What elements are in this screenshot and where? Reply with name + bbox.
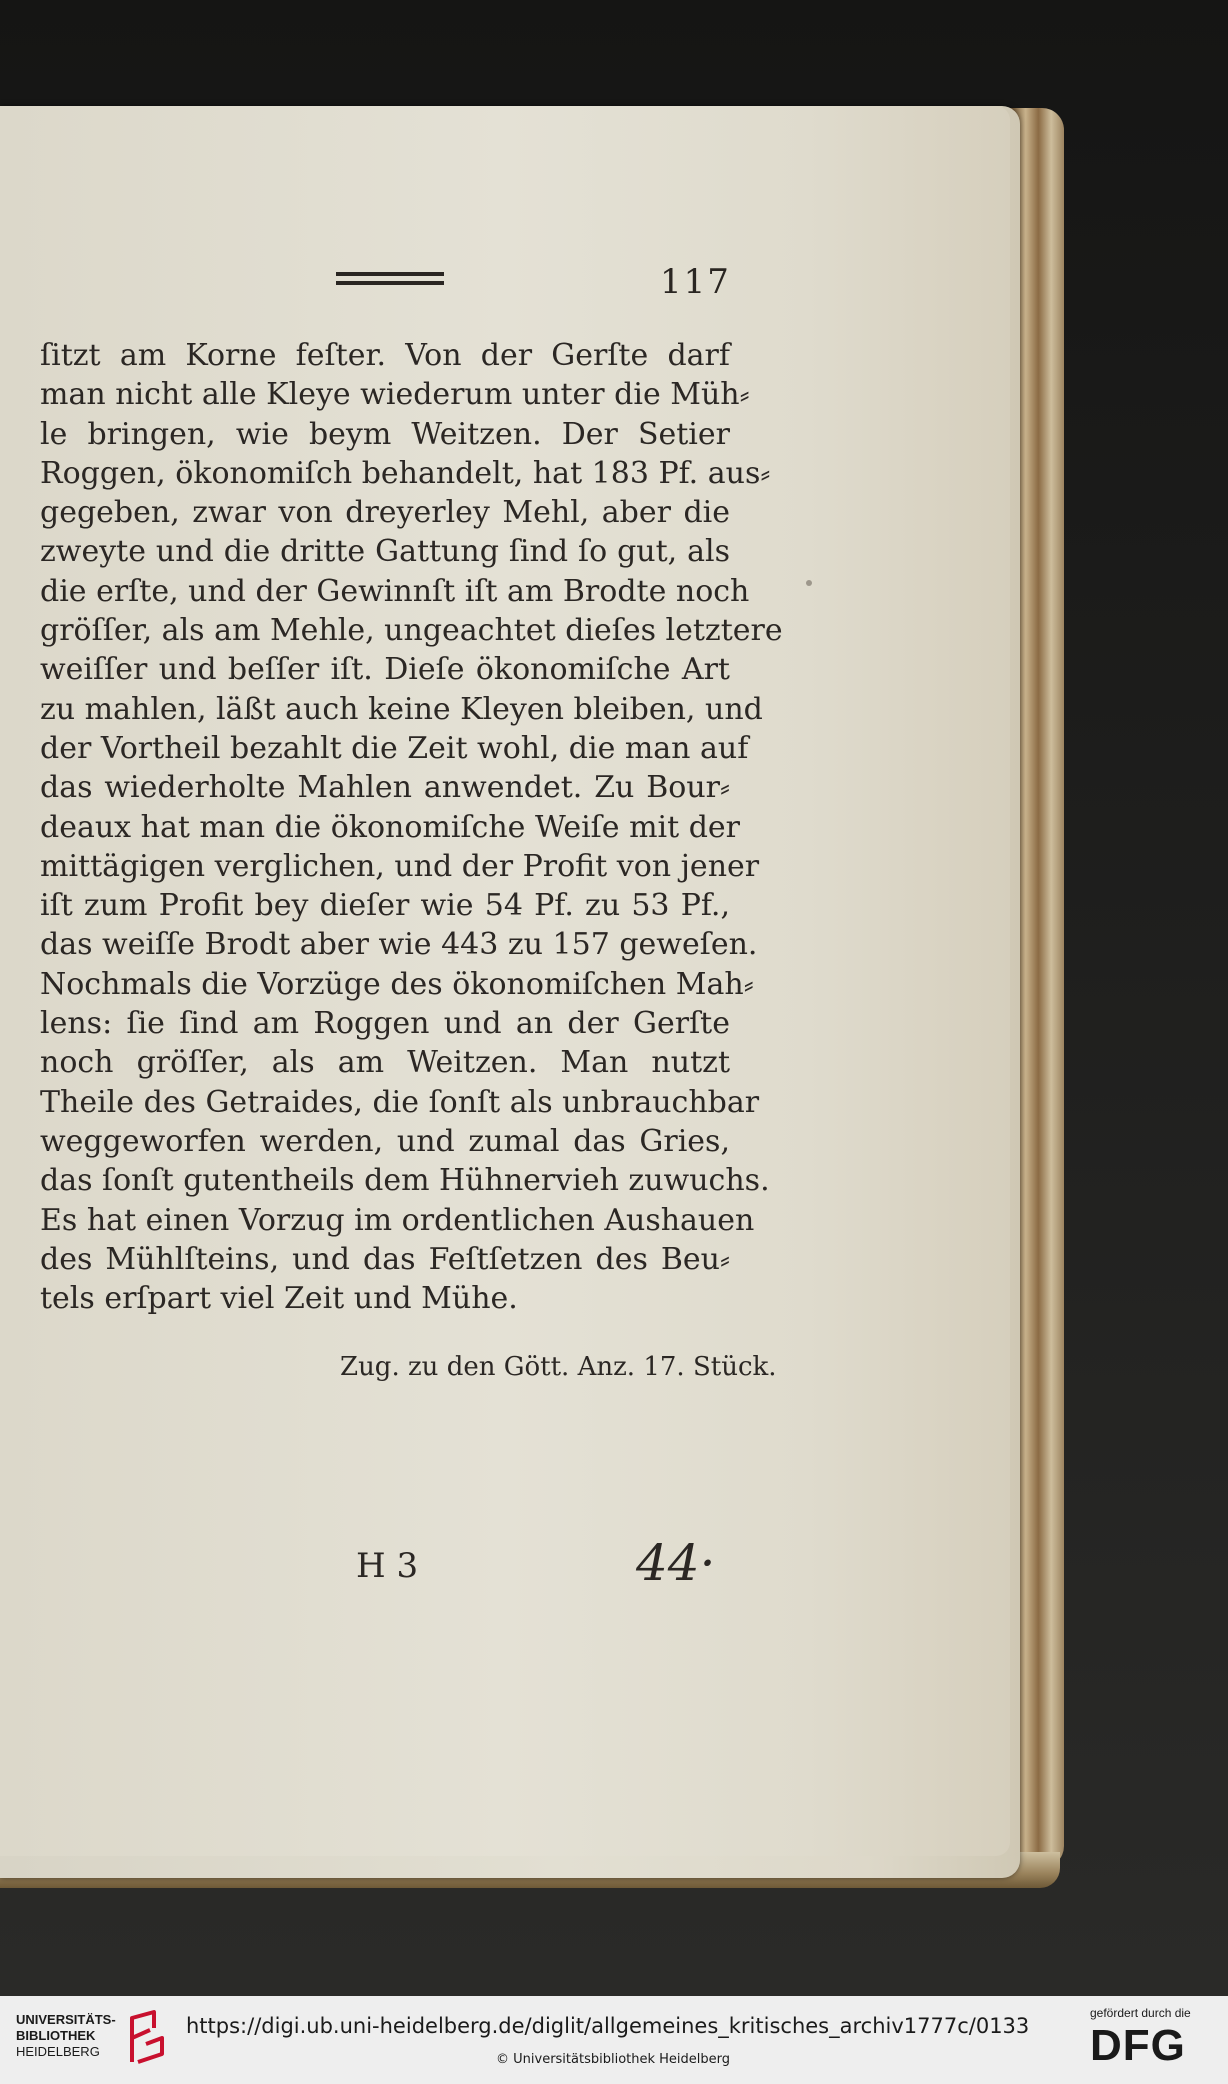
text-line: das ſonſt gutentheils dem Hühnervieh zuwuchs. bbox=[40, 1163, 770, 1199]
folio-number: 44· bbox=[636, 1534, 716, 1592]
text-line: man nicht alle Kleye wiederum unter die Müh⸗ bbox=[40, 377, 750, 413]
text-line: des Mühlſteins, und das Feſtſetzen des Beu⸗ bbox=[40, 1241, 730, 1277]
library-mark-icon bbox=[124, 2008, 170, 2068]
text-line: weggeworfen werden, und zumal das Gries, bbox=[40, 1123, 730, 1159]
text-line: Nochmals die Vorzüge des ökonomiſchen Mah⸗ bbox=[40, 966, 754, 1002]
text-line: iſt zum Profit bey dieſer wie 54 Pf. zu 53 Pf., bbox=[40, 888, 730, 924]
library-name-line1: UNIVERSITÄTS- bbox=[16, 2012, 116, 2027]
text-line: mittägigen verglichen, und der Profit von jener bbox=[40, 848, 760, 884]
copyright-text: © Universitätsbibliothek Heidelberg bbox=[496, 2052, 731, 2067]
source-note: Zug. zu den Gött. Anz. 17. Stück. bbox=[340, 1352, 777, 1382]
text-line: die erſte, und der Gewinnſt iſt am Brodte noch bbox=[40, 573, 750, 609]
dfg-wordmark: DFG bbox=[1090, 2021, 1186, 2070]
text-line: ſitzt am Korne feſter. Von der Gerſte darf bbox=[40, 338, 730, 373]
text-line: zu mahlen, läßt auch keine Kleyen bleiben, und bbox=[40, 691, 763, 727]
text-line: noch gröſſer, als am Weitzen. Man nutzt bbox=[40, 1045, 730, 1081]
text-line: das wiederholte Mahlen anwendet. Zu Bour⸗ bbox=[40, 770, 730, 806]
text-line: weiſſer und beſſer iſt. Dieſe ökonomiſche Art bbox=[40, 652, 730, 688]
text-line: Theile des Getraides, die ſonſt als unbrauchbar bbox=[40, 1084, 760, 1120]
text-line: lens: ſie ſind am Roggen und an der Gerſte bbox=[40, 1006, 730, 1042]
text-line: tels erſpart viel Zeit und Mühe. bbox=[40, 1281, 518, 1317]
permalink-url[interactable]: https://digi.ub.uni-heidelberg.de/diglit/allgemeines_kritisches_archiv1777c/0133 bbox=[186, 2014, 1030, 2038]
body-text bbox=[40, 336, 783, 1318]
text-line: Roggen, ökonomiſch behandelt, hat 183 Pf. aus⸗ bbox=[40, 455, 771, 491]
signature-mark: H 3 bbox=[356, 1546, 419, 1586]
text-line: der Vortheil bezahlt die Zeit wohl, die man auf bbox=[40, 730, 749, 766]
funding-label: gefördert durch die bbox=[1090, 2006, 1191, 2020]
paper-speck bbox=[806, 580, 812, 586]
header-rule bbox=[336, 272, 444, 286]
text-line: le bringen, wie beym Weitzen. Der Setier bbox=[40, 416, 730, 452]
text-line: Es hat einen Vorzug im ordentlichen Aushauen bbox=[40, 1202, 755, 1238]
text-line: zweyte und die dritte Gattung ſind ſo gut, als bbox=[40, 534, 730, 570]
text-line: gröſſer, als am Mehle, ungeachtet dieſes letztere bbox=[40, 613, 783, 649]
text-line: das weiſſe Brodt aber wie 443 zu 157 geweſen. bbox=[40, 927, 758, 963]
page-number: 117 bbox=[660, 262, 731, 302]
library-name-line2: BIBLIOTHEK bbox=[16, 2028, 96, 2043]
text-line: gegeben, zwar von dreyerley Mehl, aber die bbox=[40, 495, 730, 531]
text-line: deaux hat man die ökonomiſche Weiſe mit der bbox=[40, 809, 741, 845]
library-name-line3: HEIDELBERG bbox=[16, 2044, 100, 2059]
dfg-logo[interactable] bbox=[1090, 2006, 1220, 2070]
viewer-footer bbox=[0, 1996, 1228, 2084]
